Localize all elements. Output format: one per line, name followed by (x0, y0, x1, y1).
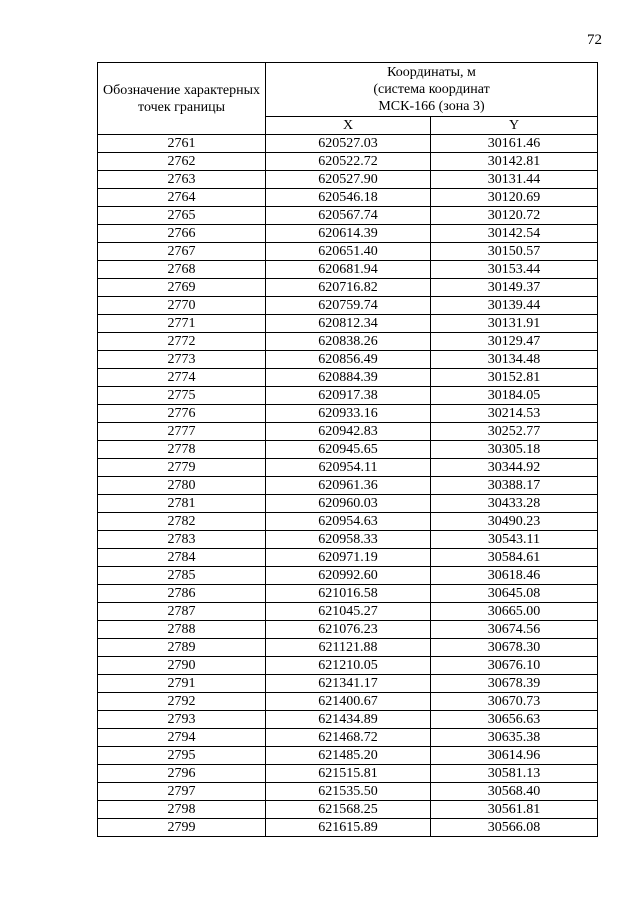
y-coordinate-cell: 30676.10 (431, 657, 598, 675)
point-id-cell: 2795 (98, 747, 266, 765)
table-row (98, 495, 598, 513)
x-coordinate-cell: 621076.23 (266, 621, 431, 639)
x-coordinate-cell: 621468.72 (266, 729, 431, 747)
y-coordinate-cell: 30566.08 (431, 819, 598, 837)
x-coordinate-cell: 621045.27 (266, 603, 431, 621)
y-coordinate-cell: 30150.57 (431, 243, 598, 261)
table-row (98, 261, 598, 279)
point-id-cell: 2793 (98, 711, 266, 729)
point-designation-header: Обозначение характерных точек границы (98, 63, 266, 135)
table-row (98, 207, 598, 225)
point-id-cell: 2796 (98, 765, 266, 783)
x-coordinate-cell: 620527.03 (266, 135, 431, 153)
table-row (98, 765, 598, 783)
table-row (98, 783, 598, 801)
x-coordinate-cell: 620527.90 (266, 171, 431, 189)
point-id-cell: 2772 (98, 333, 266, 351)
x-coordinate-cell: 620759.74 (266, 297, 431, 315)
point-id-cell: 2782 (98, 513, 266, 531)
point-id-cell: 2779 (98, 459, 266, 477)
x-coordinate-cell: 621434.89 (266, 711, 431, 729)
y-coordinate-cell: 30152.81 (431, 369, 598, 387)
x-coordinate-cell: 621535.50 (266, 783, 431, 801)
table-row (98, 531, 598, 549)
point-id-cell: 2770 (98, 297, 266, 315)
y-coordinate-cell: 30120.72 (431, 207, 598, 225)
y-coordinate-cell: 30670.73 (431, 693, 598, 711)
coordinates-header (266, 63, 598, 117)
point-id-cell: 2780 (98, 477, 266, 495)
coordinates-header-line-3: МСК-166 (зона 3) (378, 99, 485, 114)
y-coordinate-cell: 30665.00 (431, 603, 598, 621)
y-coordinate-cell: 30635.38 (431, 729, 598, 747)
y-coordinate-cell: 30131.91 (431, 315, 598, 333)
point-id-cell: 2775 (98, 387, 266, 405)
x-coordinate-cell: 620942.83 (266, 423, 431, 441)
y-coordinate-cell: 30490.23 (431, 513, 598, 531)
x-coordinate-cell: 620954.11 (266, 459, 431, 477)
x-column-header: X (266, 117, 431, 135)
point-id-cell: 2788 (98, 621, 266, 639)
y-coordinate-cell: 30674.56 (431, 621, 598, 639)
point-id-cell: 2781 (98, 495, 266, 513)
point-id-cell: 2762 (98, 153, 266, 171)
y-coordinate-cell: 30142.81 (431, 153, 598, 171)
x-coordinate-cell: 621400.67 (266, 693, 431, 711)
table-body (98, 135, 598, 837)
table-row (98, 639, 598, 657)
y-coordinate-cell: 30678.30 (431, 639, 598, 657)
y-coordinate-cell: 30543.11 (431, 531, 598, 549)
x-coordinate-cell: 620945.65 (266, 441, 431, 459)
x-coordinate-cell: 621485.20 (266, 747, 431, 765)
table-row (98, 153, 598, 171)
x-coordinate-cell: 621568.25 (266, 801, 431, 819)
point-id-cell: 2764 (98, 189, 266, 207)
table-row (98, 693, 598, 711)
point-id-cell: 2789 (98, 639, 266, 657)
y-coordinate-cell: 30120.69 (431, 189, 598, 207)
x-coordinate-cell: 621515.81 (266, 765, 431, 783)
y-coordinate-cell: 30149.37 (431, 279, 598, 297)
y-coordinate-cell: 30433.28 (431, 495, 598, 513)
point-id-cell: 2769 (98, 279, 266, 297)
y-coordinate-cell: 30656.63 (431, 711, 598, 729)
point-id-cell: 2787 (98, 603, 266, 621)
point-id-cell: 2791 (98, 675, 266, 693)
y-coordinate-cell: 30153.44 (431, 261, 598, 279)
coordinates-header-line-2: (система координат (373, 82, 490, 97)
table-row (98, 423, 598, 441)
table-row (98, 405, 598, 423)
table-row (98, 675, 598, 693)
y-coordinate-cell: 30252.77 (431, 423, 598, 441)
y-coordinate-cell: 30581.13 (431, 765, 598, 783)
y-coordinate-cell: 30305.18 (431, 441, 598, 459)
point-id-cell: 2766 (98, 225, 266, 243)
x-coordinate-cell: 620971.19 (266, 549, 431, 567)
y-coordinate-cell: 30614.96 (431, 747, 598, 765)
y-coordinate-cell: 30618.46 (431, 567, 598, 585)
table-row (98, 279, 598, 297)
table-row (98, 189, 598, 207)
table-row (98, 747, 598, 765)
x-coordinate-cell: 621016.58 (266, 585, 431, 603)
point-id-cell: 2765 (98, 207, 266, 225)
table-row (98, 225, 598, 243)
x-coordinate-cell: 621121.88 (266, 639, 431, 657)
point-id-cell: 2785 (98, 567, 266, 585)
table-row (98, 567, 598, 585)
y-coordinate-cell: 30561.81 (431, 801, 598, 819)
table-row (98, 297, 598, 315)
table-row (98, 657, 598, 675)
table-row (98, 513, 598, 531)
table-row (98, 351, 598, 369)
y-coordinate-cell: 30344.92 (431, 459, 598, 477)
y-coordinate-cell: 30131.44 (431, 171, 598, 189)
table-row (98, 459, 598, 477)
table-row (98, 333, 598, 351)
y-coordinate-cell: 30134.48 (431, 351, 598, 369)
y-coordinate-cell: 30678.39 (431, 675, 598, 693)
point-id-cell: 2790 (98, 657, 266, 675)
y-coordinate-cell: 30142.54 (431, 225, 598, 243)
x-coordinate-cell: 620716.82 (266, 279, 431, 297)
x-coordinate-cell: 620546.18 (266, 189, 431, 207)
point-id-cell: 2792 (98, 693, 266, 711)
table-row (98, 819, 598, 837)
table-row (98, 243, 598, 261)
table-row (98, 711, 598, 729)
y-coordinate-cell: 30214.53 (431, 405, 598, 423)
y-coordinate-cell: 30584.61 (431, 549, 598, 567)
x-coordinate-cell: 620961.36 (266, 477, 431, 495)
point-id-cell: 2797 (98, 783, 266, 801)
x-coordinate-cell: 620856.49 (266, 351, 431, 369)
x-coordinate-cell: 620884.39 (266, 369, 431, 387)
table-row (98, 315, 598, 333)
point-id-cell: 2783 (98, 531, 266, 549)
table-row (98, 477, 598, 495)
point-id-cell: 2771 (98, 315, 266, 333)
x-coordinate-cell: 620954.63 (266, 513, 431, 531)
point-id-cell: 2761 (98, 135, 266, 153)
x-coordinate-cell: 620992.60 (266, 567, 431, 585)
table-row (98, 729, 598, 747)
x-coordinate-cell: 621210.05 (266, 657, 431, 675)
table-row (98, 135, 598, 153)
coordinates-table (97, 62, 598, 837)
table-row (98, 441, 598, 459)
point-id-cell: 2798 (98, 801, 266, 819)
point-id-cell: 2774 (98, 369, 266, 387)
x-coordinate-cell: 620917.38 (266, 387, 431, 405)
page-number: 72 (587, 32, 602, 48)
x-coordinate-cell: 620522.72 (266, 153, 431, 171)
x-coordinate-cell: 620614.39 (266, 225, 431, 243)
table-row (98, 549, 598, 567)
x-coordinate-cell: 620567.74 (266, 207, 431, 225)
table-row (98, 603, 598, 621)
y-column-header: Y (431, 117, 598, 135)
point-id-cell: 2794 (98, 729, 266, 747)
point-id-cell: 2799 (98, 819, 266, 837)
x-coordinate-cell: 621615.89 (266, 819, 431, 837)
table-row (98, 801, 598, 819)
y-coordinate-cell: 30184.05 (431, 387, 598, 405)
table-row (98, 387, 598, 405)
x-coordinate-cell: 620651.40 (266, 243, 431, 261)
x-coordinate-cell: 620838.26 (266, 333, 431, 351)
point-id-cell: 2768 (98, 261, 266, 279)
x-coordinate-cell: 620933.16 (266, 405, 431, 423)
point-id-cell: 2778 (98, 441, 266, 459)
coordinates-header-line-1: Координаты, м (387, 65, 476, 80)
point-id-cell: 2767 (98, 243, 266, 261)
y-coordinate-cell: 30129.47 (431, 333, 598, 351)
x-coordinate-cell: 621341.17 (266, 675, 431, 693)
point-id-cell: 2777 (98, 423, 266, 441)
point-id-cell: 2786 (98, 585, 266, 603)
y-coordinate-cell: 30388.17 (431, 477, 598, 495)
y-coordinate-cell: 30568.40 (431, 783, 598, 801)
table-row (98, 369, 598, 387)
y-coordinate-cell: 30161.46 (431, 135, 598, 153)
table-row (98, 621, 598, 639)
x-coordinate-cell: 620958.33 (266, 531, 431, 549)
x-coordinate-cell: 620681.94 (266, 261, 431, 279)
x-coordinate-cell: 620960.03 (266, 495, 431, 513)
x-coordinate-cell: 620812.34 (266, 315, 431, 333)
point-id-cell: 2763 (98, 171, 266, 189)
point-id-cell: 2773 (98, 351, 266, 369)
y-coordinate-cell: 30139.44 (431, 297, 598, 315)
point-id-cell: 2784 (98, 549, 266, 567)
y-coordinate-cell: 30645.08 (431, 585, 598, 603)
table-row (98, 585, 598, 603)
point-id-cell: 2776 (98, 405, 266, 423)
table-row (98, 171, 598, 189)
